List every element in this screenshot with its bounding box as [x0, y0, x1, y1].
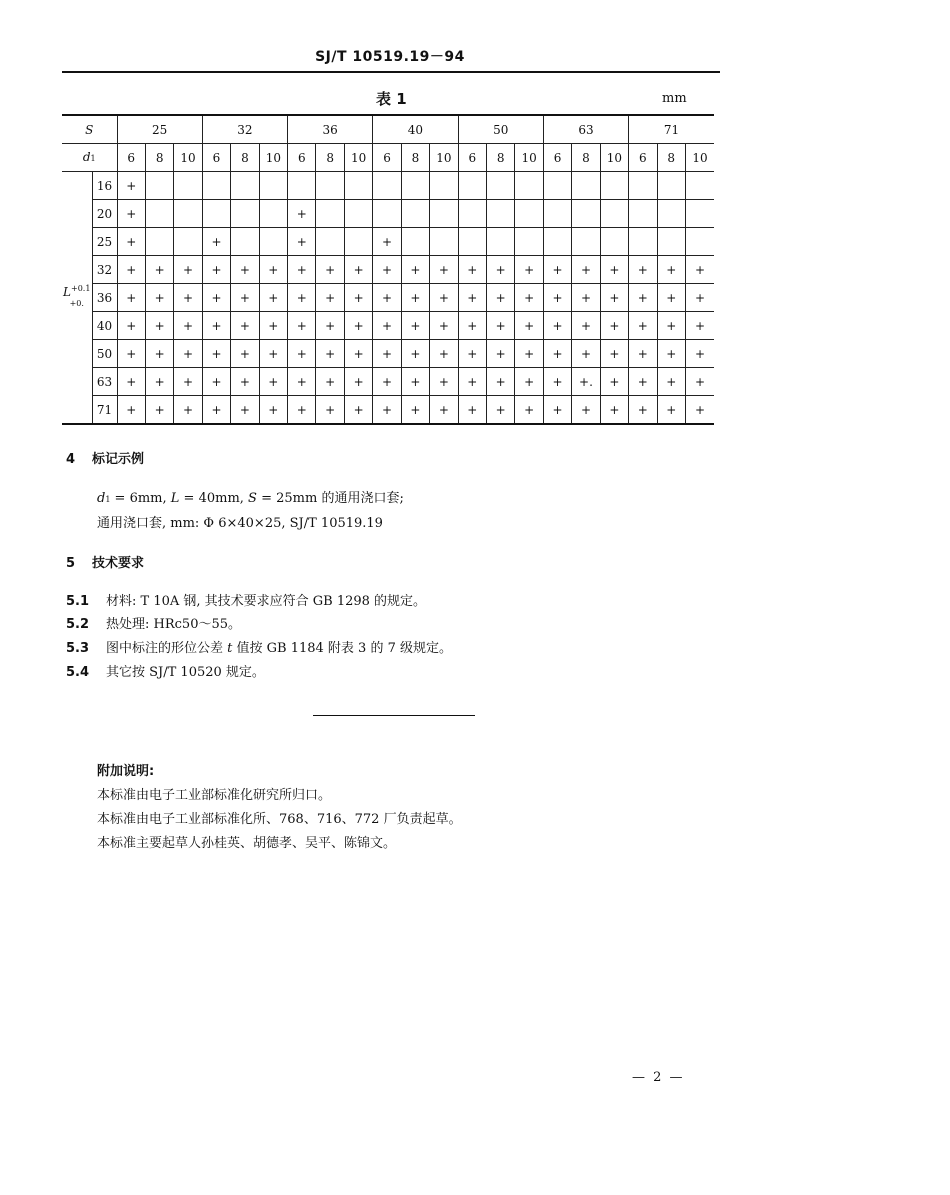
- d-value: 8: [401, 144, 429, 172]
- table-cell: +: [487, 396, 515, 425]
- table-cell: [657, 172, 685, 200]
- table-cell: +: [288, 396, 316, 425]
- table-cell: +: [543, 312, 571, 340]
- table-cell: [231, 228, 259, 256]
- table-cell: +: [657, 284, 685, 312]
- d-value: 10: [685, 144, 714, 172]
- table-cell: +: [600, 340, 628, 368]
- d-value: 10: [430, 144, 458, 172]
- table-cell: +: [430, 284, 458, 312]
- table-cell: +: [543, 340, 571, 368]
- table-unit: mm: [662, 91, 687, 106]
- table-cell: [174, 200, 202, 228]
- table-cell: +: [344, 340, 372, 368]
- table-cell: +: [174, 396, 202, 425]
- table-cell: +: [487, 312, 515, 340]
- table-cell: +: [174, 368, 202, 396]
- l-symbol: L: [63, 284, 72, 299]
- table-cell: +: [629, 396, 657, 425]
- table-cell: +: [629, 312, 657, 340]
- table-cell: +: [401, 312, 429, 340]
- table-cell: +: [685, 256, 714, 284]
- table-cell: [231, 200, 259, 228]
- d-value: 6: [543, 144, 571, 172]
- table-cell: +: [373, 256, 401, 284]
- table-cell: +: [487, 368, 515, 396]
- table-cell: [430, 172, 458, 200]
- d-value: 8: [572, 144, 600, 172]
- table-cell: [174, 228, 202, 256]
- table-cell: +: [515, 312, 543, 340]
- s-value: 40: [373, 115, 458, 144]
- table-cell: +: [401, 396, 429, 425]
- table-cell: [487, 228, 515, 256]
- table-cell: +: [487, 284, 515, 312]
- s-header: S: [62, 115, 117, 144]
- l-value: 25: [92, 228, 117, 256]
- s-value: 50: [458, 115, 543, 144]
- section-title: 技术要求: [92, 556, 145, 571]
- table-cell: +: [145, 312, 173, 340]
- table-cell: +: [572, 284, 600, 312]
- table-row: [62, 200, 714, 228]
- table-cell: +: [344, 284, 372, 312]
- table-cell: +: [259, 256, 287, 284]
- table-row: [62, 172, 714, 200]
- table-cell: +: [316, 340, 344, 368]
- table-cell: +: [430, 396, 458, 425]
- table-cell: +: [316, 312, 344, 340]
- table-cell: +: [145, 284, 173, 312]
- table-cell: +: [174, 312, 202, 340]
- table-cell: +: [259, 368, 287, 396]
- table-row: [62, 228, 714, 256]
- table-cell: [600, 200, 628, 228]
- table-cell: +.: [572, 368, 600, 396]
- table-cell: +: [629, 368, 657, 396]
- table-cell: [202, 172, 230, 200]
- table-cell: [572, 228, 600, 256]
- requirement-item: 5.2 热处理: HRc50～55。: [66, 617, 242, 632]
- table-cell: [174, 172, 202, 200]
- table-cell: +: [685, 284, 714, 312]
- l-header: [62, 172, 92, 425]
- table-cell: +: [458, 284, 486, 312]
- table-cell: +: [515, 256, 543, 284]
- table-cell: +: [231, 368, 259, 396]
- table-cell: +: [430, 256, 458, 284]
- table-cell: +: [202, 228, 230, 256]
- table-row: [62, 284, 714, 312]
- table-cell: +: [174, 256, 202, 284]
- d-value: 8: [316, 144, 344, 172]
- end-rule: [313, 715, 475, 716]
- table-cell: +: [543, 256, 571, 284]
- table-cell: +: [117, 284, 145, 312]
- d-value: 6: [458, 144, 486, 172]
- d-value: 10: [259, 144, 287, 172]
- table-cell: [344, 200, 372, 228]
- table-cell: [401, 228, 429, 256]
- table-cell: +: [231, 340, 259, 368]
- table-cell: +: [288, 312, 316, 340]
- table-cell: +: [145, 256, 173, 284]
- d-value: 8: [657, 144, 685, 172]
- table-cell: +: [259, 284, 287, 312]
- table-cell: +: [572, 340, 600, 368]
- table-cell: [685, 228, 714, 256]
- table-cell: +: [202, 284, 230, 312]
- table-row: [62, 312, 714, 340]
- table-cell: +: [543, 396, 571, 425]
- table-cell: +: [288, 228, 316, 256]
- table-cell: +: [259, 312, 287, 340]
- table-cell: +: [401, 368, 429, 396]
- table-cell: [259, 200, 287, 228]
- table-cell: [145, 228, 173, 256]
- l-value: 50: [92, 340, 117, 368]
- table-cell: [657, 200, 685, 228]
- table-cell: +: [117, 228, 145, 256]
- table-cell: +: [458, 312, 486, 340]
- d-value: 6: [288, 144, 316, 172]
- notes-title: 附加说明:: [97, 764, 155, 779]
- table-cell: +: [202, 312, 230, 340]
- table-cell: +: [259, 396, 287, 425]
- table-cell: [657, 228, 685, 256]
- table-cell: +: [202, 256, 230, 284]
- table-cell: [515, 200, 543, 228]
- table-row: [62, 396, 714, 425]
- table-row: [62, 340, 714, 368]
- table-cell: [231, 172, 259, 200]
- s-value: 63: [543, 115, 628, 144]
- table-cell: +: [145, 340, 173, 368]
- table-cell: +: [629, 256, 657, 284]
- d-value: 8: [487, 144, 515, 172]
- section-4-heading: [66, 448, 144, 467]
- table-cell: +: [515, 284, 543, 312]
- note-line: 本标准主要起草人孙桂英、胡德孝、吴平、陈锦文。: [97, 836, 397, 851]
- section-number: 4: [66, 452, 76, 467]
- note-line: 本标准由电子工业部标准化所、768、716、772 厂负责起草。: [97, 812, 462, 827]
- table-cell: [401, 200, 429, 228]
- spec-table: [62, 114, 714, 425]
- table-cell: +: [288, 200, 316, 228]
- table-cell: +: [401, 256, 429, 284]
- table-cell: +: [515, 368, 543, 396]
- marking-example-line-2: 通用浇口套, mm: Φ 6×40×25, SJ/T 10519.19: [97, 516, 383, 531]
- table-cell: [487, 200, 515, 228]
- table-cell: +: [543, 368, 571, 396]
- table-cell: +: [373, 228, 401, 256]
- requirement-item: 5.4 其它按 SJ/T 10520 规定。: [66, 665, 265, 680]
- d-value: 6: [117, 144, 145, 172]
- table-cell: [458, 228, 486, 256]
- d-value: 6: [629, 144, 657, 172]
- table-cell: [344, 228, 372, 256]
- l-value: 16: [92, 172, 117, 200]
- table-cell: +: [259, 340, 287, 368]
- table-cell: [515, 172, 543, 200]
- table-cell: [373, 172, 401, 200]
- table-cell: [288, 172, 316, 200]
- table-cell: [316, 172, 344, 200]
- table-cell: [259, 228, 287, 256]
- standard-code: SJ/T 10519.19－94: [315, 49, 465, 65]
- table-cell: +: [685, 340, 714, 368]
- table-cell: +: [629, 340, 657, 368]
- table-cell: +: [117, 312, 145, 340]
- section-5-heading: [66, 552, 144, 571]
- table-row-s: [62, 115, 714, 144]
- table-cell: [430, 228, 458, 256]
- table-cell: +: [316, 396, 344, 425]
- table-cell: +: [117, 256, 145, 284]
- table-cell: +: [202, 340, 230, 368]
- note-line: 本标准由电子工业部标准化研究所归口。: [97, 788, 332, 803]
- d-subscript: 1: [90, 153, 96, 163]
- table-cell: +: [344, 396, 372, 425]
- l-value: 20: [92, 200, 117, 228]
- table-cell: +: [600, 312, 628, 340]
- table-cell: [316, 228, 344, 256]
- table-cell: +: [600, 256, 628, 284]
- table-cell: +: [117, 200, 145, 228]
- table-cell: +: [572, 396, 600, 425]
- table-cell: +: [657, 312, 685, 340]
- table-cell: [344, 172, 372, 200]
- table-cell: +: [373, 396, 401, 425]
- table-cell: +: [174, 340, 202, 368]
- table-cell: [543, 172, 571, 200]
- table-cell: +: [600, 368, 628, 396]
- table-cell: +: [657, 368, 685, 396]
- marking-example-line-1: d1 = 6mm, L = 40mm, S = 25mm 的通用浇口套;: [97, 491, 404, 506]
- table-cell: +: [288, 368, 316, 396]
- table-cell: [487, 172, 515, 200]
- table-cell: +: [543, 284, 571, 312]
- table-cell: +: [344, 312, 372, 340]
- table-cell: +: [344, 256, 372, 284]
- d-symbol: d: [82, 149, 91, 164]
- table-cell: +: [487, 340, 515, 368]
- table-cell: +: [231, 284, 259, 312]
- d-value: 10: [174, 144, 202, 172]
- table-cell: +: [202, 368, 230, 396]
- table-cell: [543, 200, 571, 228]
- table-cell: +: [231, 256, 259, 284]
- s-value: 32: [202, 115, 287, 144]
- l-value: 32: [92, 256, 117, 284]
- table-cell: [600, 228, 628, 256]
- table-cell: [458, 172, 486, 200]
- table-title: 表 1: [376, 90, 407, 108]
- table-cell: +: [458, 396, 486, 425]
- table-cell: +: [373, 340, 401, 368]
- table-cell: +: [344, 368, 372, 396]
- table-cell: +: [117, 396, 145, 425]
- table-cell: +: [231, 312, 259, 340]
- l-value: 71: [92, 396, 117, 425]
- section-number: 5: [66, 556, 76, 571]
- table-cell: +: [515, 396, 543, 425]
- table-cell: +: [316, 284, 344, 312]
- header-rule: [62, 71, 720, 73]
- table-cell: +: [685, 368, 714, 396]
- table-cell: +: [685, 312, 714, 340]
- table-cell: +: [430, 368, 458, 396]
- table-cell: [685, 172, 714, 200]
- table-cell: [458, 200, 486, 228]
- table-cell: [572, 172, 600, 200]
- d-value: 10: [600, 144, 628, 172]
- table-cell: +: [288, 256, 316, 284]
- table-cell: +: [145, 368, 173, 396]
- table-cell: +: [174, 284, 202, 312]
- table-cell: +: [401, 284, 429, 312]
- table-row: [62, 256, 714, 284]
- l-tolerance: +0.1 +0.: [69, 283, 91, 308]
- d-value: 10: [515, 144, 543, 172]
- table-cell: [629, 200, 657, 228]
- table-cell: [600, 172, 628, 200]
- table-cell: +: [572, 312, 600, 340]
- table-cell: [629, 228, 657, 256]
- d-value: 8: [145, 144, 173, 172]
- table-cell: [202, 200, 230, 228]
- table-cell: +: [202, 396, 230, 425]
- l-value: 40: [92, 312, 117, 340]
- d-value: 10: [344, 144, 372, 172]
- table-cell: [430, 200, 458, 228]
- table-cell: [373, 200, 401, 228]
- table-cell: +: [657, 396, 685, 425]
- table-row: [62, 368, 714, 396]
- requirement-item: 5.1 材料: T 10A 钢, 其技术要求应符合 GB 1298 的规定。: [66, 594, 427, 609]
- table-cell: +: [401, 340, 429, 368]
- table-cell: +: [231, 396, 259, 425]
- table-cell: [316, 200, 344, 228]
- table-cell: +: [487, 256, 515, 284]
- table-cell: +: [515, 340, 543, 368]
- table-cell: [401, 172, 429, 200]
- l-value: 36: [92, 284, 117, 312]
- table-cell: +: [316, 368, 344, 396]
- table-cell: [145, 200, 173, 228]
- s-value: 36: [288, 115, 373, 144]
- page-number: — 2 —: [632, 1070, 685, 1085]
- table-row-d: [62, 144, 714, 172]
- table-cell: +: [629, 284, 657, 312]
- table-cell: +: [458, 340, 486, 368]
- table-cell: +: [288, 340, 316, 368]
- table-cell: +: [430, 340, 458, 368]
- table-cell: [685, 200, 714, 228]
- table-cell: +: [572, 256, 600, 284]
- table-cell: +: [430, 312, 458, 340]
- d-value: 6: [373, 144, 401, 172]
- table-cell: +: [600, 284, 628, 312]
- table-cell: +: [373, 368, 401, 396]
- table-cell: +: [373, 312, 401, 340]
- table-cell: +: [373, 284, 401, 312]
- table-cell: [572, 200, 600, 228]
- table-cell: +: [600, 396, 628, 425]
- table-cell: [629, 172, 657, 200]
- section-title: 标记示例: [92, 452, 145, 467]
- s-value: 71: [629, 115, 714, 144]
- table-cell: [145, 172, 173, 200]
- table-cell: +: [117, 340, 145, 368]
- s-value: 25: [117, 115, 202, 144]
- table-cell: +: [657, 340, 685, 368]
- l-value: 63: [92, 368, 117, 396]
- table-cell: +: [657, 256, 685, 284]
- table-cell: [543, 228, 571, 256]
- table-cell: +: [316, 256, 344, 284]
- table-cell: +: [458, 368, 486, 396]
- table-cell: +: [685, 396, 714, 425]
- table-cell: +: [117, 368, 145, 396]
- d-value: 8: [231, 144, 259, 172]
- table-cell: +: [458, 256, 486, 284]
- d-value: 6: [202, 144, 230, 172]
- table-cell: +: [288, 284, 316, 312]
- d1-header: [62, 144, 117, 172]
- table-cell: +: [145, 396, 173, 425]
- table-cell: [515, 228, 543, 256]
- table-cell: +: [117, 172, 145, 200]
- requirement-item: 5.3 图中标注的形位公差 t 值按 GB 1184 附表 3 的 7 级规定。: [66, 641, 452, 656]
- table-cell: [259, 172, 287, 200]
